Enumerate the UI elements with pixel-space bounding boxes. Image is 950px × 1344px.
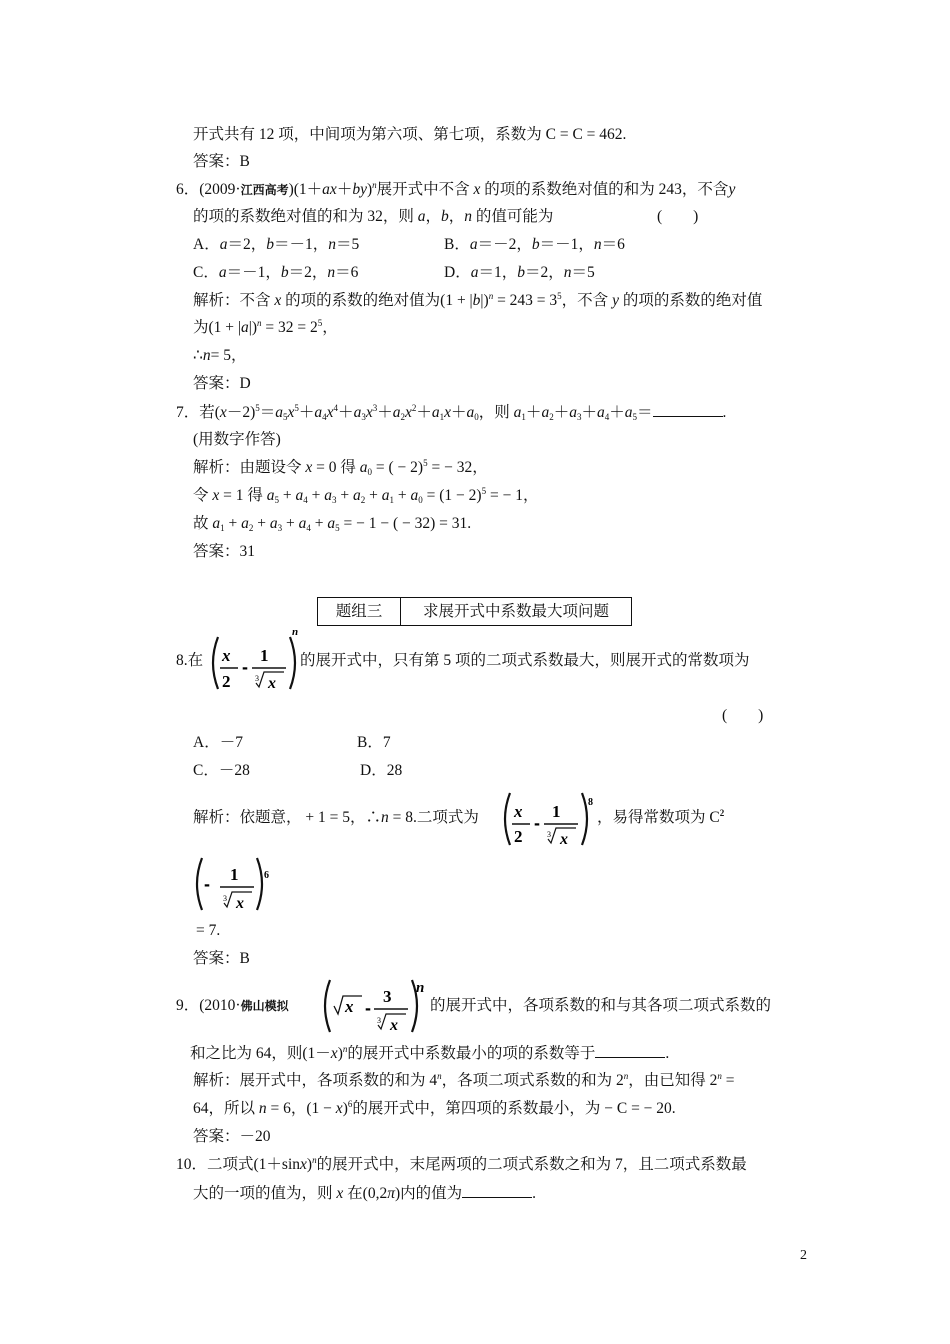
question-6-line-1: 6．(2009·江西高考)$(1+ax+by)^n$展开式中不含 x 的项的系数绝对值的和为 243，不含y: [176, 180, 736, 198]
page-number: 2: [800, 1248, 807, 1263]
answer-paren: ( ): [722, 707, 764, 724]
svg-text:-: -: [534, 813, 540, 833]
question-9-line-1: 9．(2010·佛山模拟: [176, 997, 289, 1014]
solution-6-line-3: ∴n= 5，: [193, 347, 247, 364]
answer-8: 答案：B: [193, 950, 250, 967]
option-a: A．－7: [193, 734, 243, 751]
solution-7-line-2: 令 x = 1 得 $a_5 + a_4 + a_3 + a_2 + a_1 + a_0 = (1 - 2)^5$ = − 1，: [193, 486, 539, 505]
question-7-line-1: 7．若$(x-2)^5=a_5x^5+a_4x^4+a_3x^3+a_2x^2+a_1x+a_0$，则 $a_1+a_2+a_3+a_4+a_5=$ .: [176, 403, 727, 422]
question-7-hint: (用数字作答): [193, 431, 281, 448]
solution-9-line-2: 64，所以 n = 6，$(1 - x)^6$的展开式中，第四项的系数最小，为 − C = − 20.: [193, 1099, 676, 1117]
svg-text:1: 1: [552, 802, 561, 821]
answer-blank[interactable]: [595, 1043, 665, 1058]
group-title: 求展开式中系数最大项问题: [422, 603, 609, 620]
svg-text:n: n: [416, 980, 425, 996]
answer-paren: ( ): [657, 208, 699, 225]
answer-6: 答案：D: [193, 375, 251, 392]
svg-text:1: 1: [230, 865, 239, 884]
question-8-num: 8.在: [176, 652, 204, 669]
solution-9-line-1: 解析：展开式中，各项系数的和为 4$^n$，各项二项式系数的和为 2$^n$，由已知得 $2^n$ =: [193, 1071, 735, 1089]
svg-text:-: -: [242, 657, 248, 677]
svg-text:2: 2: [514, 827, 523, 846]
svg-text:6: 6: [264, 870, 269, 881]
solution-text-line: 开式共有 12 项，中间项为第六项、第七项，系数为 C = C = 462.: [193, 126, 627, 143]
option-a: A．a＝2，b＝－1，n＝5: [193, 236, 360, 253]
svg-text:x: x: [560, 831, 568, 848]
answer-blank[interactable]: [653, 402, 723, 417]
binomial-expression: [206, 625, 306, 695]
answer-5: 答案：B: [193, 153, 250, 170]
solution-6-line-2: 为$(1 + |a|)^n = 32 = 2^5$，: [193, 318, 338, 336]
question-8-text: 的展开式中，只有第 5 项的二项式系数最大，则展开式的常数项为: [300, 652, 750, 669]
solution-7-line-1: 解析：由题设令 x = 0 得 $a_0$ = ( − 2)$^5$ = − 32，: [193, 458, 488, 477]
question-10-line-2: 大的一项的值为，则 x 在(0,2π)内的值为 .: [193, 1185, 537, 1202]
question-9-line-2: 和之比为 64，则$(1-x)^n$的展开式中系数最小的项的系数等于 .: [190, 1044, 670, 1062]
svg-text:3: 3: [255, 674, 259, 683]
option-b: B．7: [357, 734, 391, 751]
svg-text:8: 8: [588, 797, 593, 808]
svg-text:-: -: [365, 998, 371, 1018]
svg-text:3: 3: [547, 830, 551, 839]
svg-text:n: n: [292, 626, 299, 638]
svg-text:x: x: [514, 802, 523, 821]
solution-7-line-3: 故 $a_1 + a_2 + a_3 + a_4 + a_5$ = − 1 − ( − 32) = 31.: [193, 515, 472, 533]
solution-8-line-1b: ，易得常数项为 $C^2$: [597, 808, 725, 826]
option-b: B．a＝－2，b＝－1，n＝6: [444, 236, 625, 253]
option-c: C．－28: [193, 762, 250, 779]
solution-8-line-1: 解析：依题意， + 1 = 5，∴n = 8.二项式为: [193, 809, 479, 826]
binomial-expression: [318, 970, 430, 1036]
group-header: [317, 597, 632, 626]
svg-text:x: x: [236, 895, 244, 912]
option-c: C．a＝－1，b＝2，n＝6: [193, 264, 359, 281]
question-10-line-1: 10．二项式$(1+\sin x)^n$的展开式中，末尾两项的二项式系数之和为 7，且二项式系数最: [176, 1155, 747, 1173]
solution-6-line-1: 解析：不含 x 的项的系数的绝对值为$(1 + |b|)^n = 243 = 3^5$，不含 y 的项的系数的绝对值: [193, 291, 763, 309]
svg-text:2: 2: [222, 672, 231, 691]
svg-text:3: 3: [383, 987, 392, 1006]
binomial-factor: [190, 850, 280, 914]
svg-text:x: x: [222, 646, 231, 665]
group-label: 题组三: [318, 598, 401, 625]
solution-8-result: = 7.: [196, 922, 221, 939]
svg-text:1: 1: [260, 646, 269, 665]
svg-text:3: 3: [377, 1016, 381, 1025]
question-9-text: 的展开式中，各项系数的和与其各项二项式系数的: [430, 997, 772, 1014]
svg-text:-: -: [204, 874, 210, 894]
svg-text:x: x: [268, 675, 276, 692]
question-6-line-2: 的项的系数绝对值的和为 32，则 a，b，n 的值可能为: [193, 208, 554, 225]
svg-text:x: x: [390, 1017, 398, 1034]
svg-text:x: x: [345, 997, 354, 1016]
answer-blank[interactable]: [462, 1183, 532, 1198]
svg-text:3: 3: [223, 894, 227, 903]
answer-7: 答案：31: [193, 543, 256, 560]
binomial-expression: [498, 783, 598, 849]
option-d: D．a＝1，b＝2，n＝5: [444, 264, 595, 281]
option-d: D．28: [360, 762, 403, 779]
answer-9: 答案：－20: [193, 1128, 271, 1145]
